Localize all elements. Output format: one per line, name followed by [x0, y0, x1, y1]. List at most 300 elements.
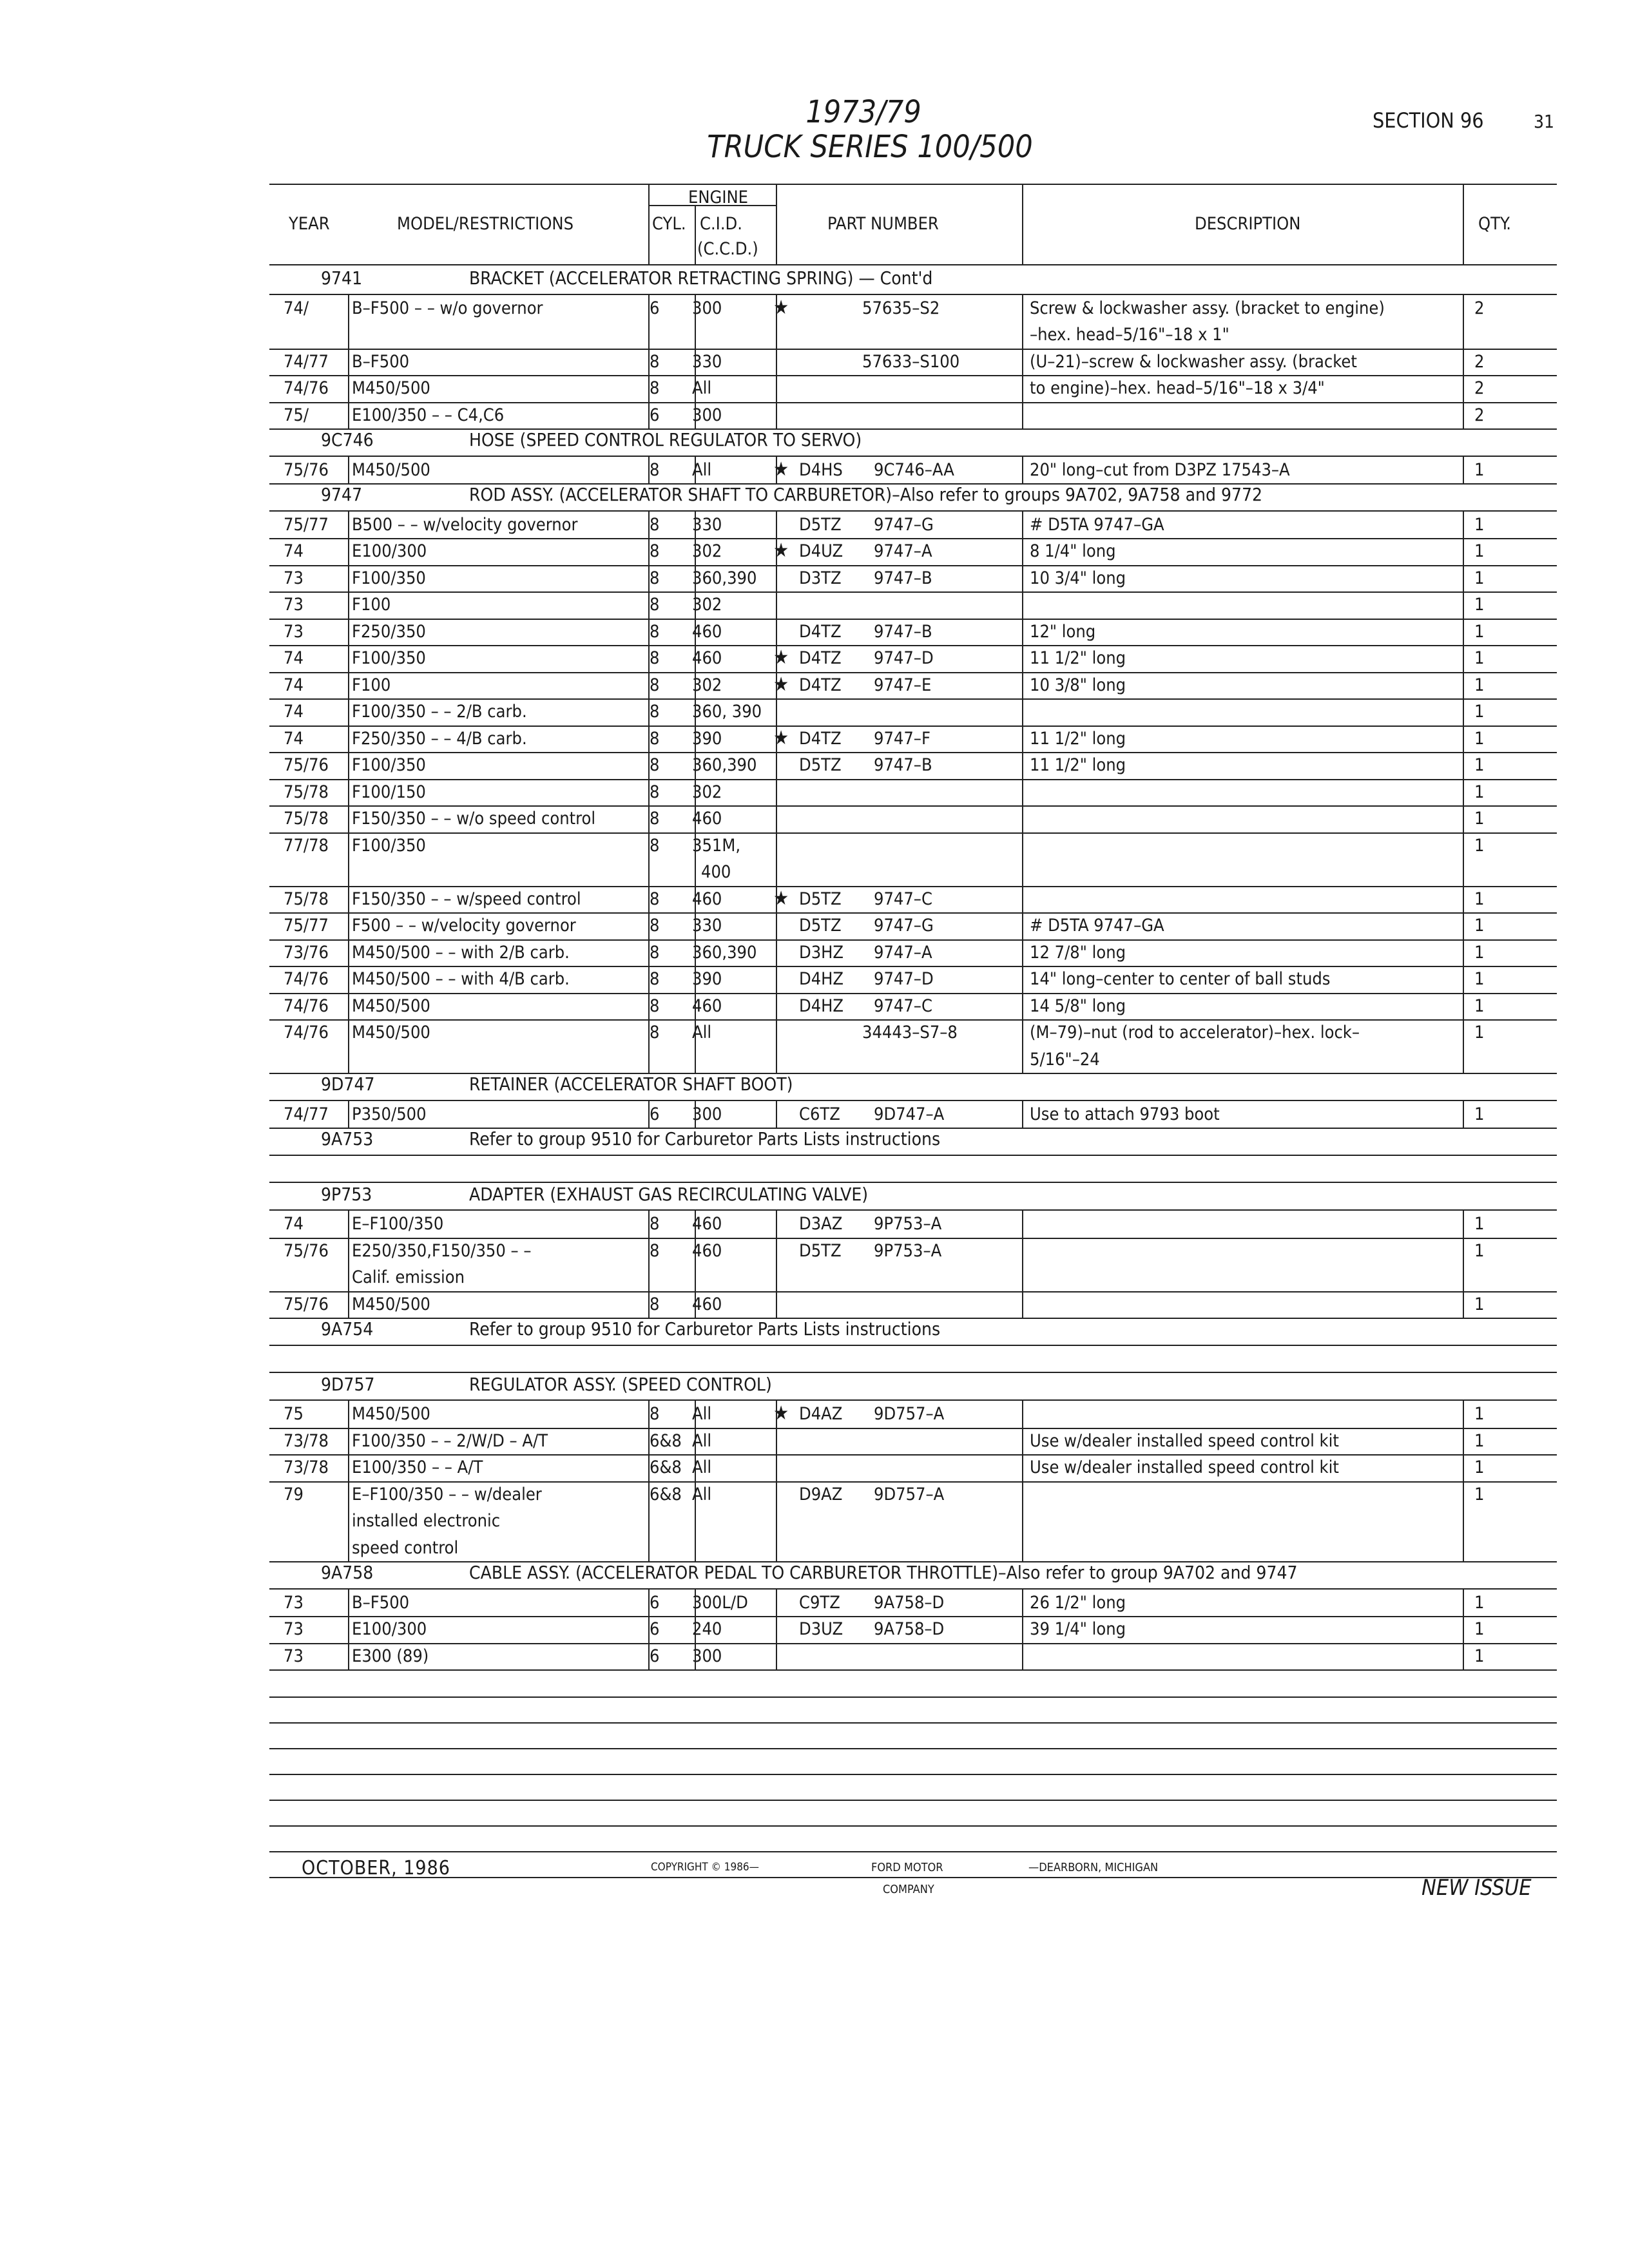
- cyl-cell: 8: [650, 675, 660, 695]
- row-rule: [269, 1238, 1557, 1239]
- year-cell: 74: [284, 728, 304, 749]
- column-rule: [695, 1100, 696, 1128]
- qty-cell: 1: [1474, 675, 1485, 695]
- group-code: 9A753: [321, 1128, 374, 1149]
- col-header-model: MODEL/RESTRICTIONS: [397, 214, 574, 234]
- cyl-cell: 8: [650, 995, 660, 1016]
- description-cell: Use w/dealer installed speed control kit: [1030, 1430, 1339, 1451]
- column-rule: [348, 456, 349, 484]
- model-cont-cell: installed electronic: [352, 1511, 501, 1531]
- cyl-cell: 6: [650, 1619, 660, 1639]
- cid-cell: 300: [692, 298, 722, 318]
- part-prefix-cell: C6TZ: [799, 1104, 840, 1124]
- qty-cell: 1: [1474, 835, 1485, 856]
- description-cell: Use to attach 9793 boot: [1030, 1104, 1220, 1124]
- model-cell: F250/350 – – 4/B carb.: [352, 728, 527, 749]
- model-cell: F100/350 – – 2/B carb.: [352, 702, 527, 722]
- row-rule: [269, 1481, 1557, 1483]
- cyl-cell: 8: [650, 942, 660, 963]
- qty-cell: 1: [1474, 809, 1485, 829]
- row-rule: [269, 779, 1557, 780]
- group-rule: [269, 294, 1557, 295]
- row-rule: [269, 1073, 1557, 1074]
- qty-cell: 1: [1474, 1619, 1485, 1639]
- model-cell: M450/500 – – with 4/B carb.: [352, 969, 570, 989]
- cyl-cell: 8: [650, 621, 660, 642]
- row-rule: [269, 832, 1557, 834]
- cid-cell: 300L/D: [692, 1592, 748, 1613]
- cid-cell: 460: [692, 889, 722, 909]
- cid-cell: 360,390: [692, 755, 757, 775]
- part-prefix-cell: D5TZ: [799, 514, 842, 535]
- group-rule: [269, 510, 1557, 512]
- part-number-cell: 9D757–A: [874, 1484, 945, 1504]
- description-cell: 14 5/8" long: [1030, 995, 1126, 1016]
- part-prefix-cell: D3TZ: [799, 568, 842, 588]
- cyl-cell: 8: [650, 889, 660, 909]
- part-prefix-cell: D4AZ: [799, 1404, 843, 1424]
- part-number-cell: 9747–E: [874, 675, 932, 695]
- qty-cell: 2: [1474, 378, 1485, 398]
- cid-cell: 351M,: [692, 835, 741, 856]
- qty-cell: 1: [1474, 782, 1485, 802]
- year-cell: 74: [284, 541, 304, 561]
- model-cell: B–F500 – – w/o governor: [352, 298, 543, 318]
- cid-cell: 360,390: [692, 568, 757, 588]
- qty-cell: 1: [1474, 1104, 1485, 1124]
- year-cell: 75/78: [284, 809, 329, 829]
- cid-cell: 360, 390: [692, 702, 762, 722]
- group-title: HOSE (SPEED CONTROL REGULATOR TO SERVO): [469, 429, 862, 450]
- qty-cell: 1: [1474, 755, 1485, 775]
- year-cell: 75/77: [284, 514, 329, 535]
- model-cell: F100/350: [352, 648, 426, 668]
- row-rule: [269, 349, 1557, 350]
- row-rule: [269, 1291, 1557, 1293]
- interchange-star-icon: ★: [773, 457, 789, 481]
- part-prefix-cell: D5TZ: [799, 889, 842, 909]
- part-number-cell: 57633–S100: [862, 351, 960, 372]
- description-cell: Use w/dealer installed speed control kit: [1030, 1457, 1339, 1477]
- description-cell: 11 1/2" long: [1030, 755, 1126, 775]
- column-rule: [776, 510, 777, 1073]
- row-rule: [269, 1643, 1557, 1644]
- cid-cell: 302: [692, 541, 722, 561]
- cyl-cell: 8: [650, 755, 660, 775]
- column-rule: [1022, 184, 1023, 264]
- cyl-cell: 8: [650, 1240, 660, 1261]
- cyl-cell: 8: [650, 541, 660, 561]
- model-cell: B500 – – w/velocity governor: [352, 514, 578, 535]
- model-cell: F500 – – w/velocity governor: [352, 916, 576, 936]
- part-prefix-cell: D4TZ: [799, 648, 842, 668]
- qty-cell: 1: [1474, 568, 1485, 588]
- year-cell: 74/76: [284, 995, 329, 1016]
- blank-rule: [269, 1696, 1557, 1698]
- qty-cell: 1: [1474, 514, 1485, 535]
- part-number-cell: 9747–D: [874, 969, 934, 989]
- cyl-cell: 8: [650, 728, 660, 749]
- group-code: 9D757: [321, 1373, 375, 1395]
- model-cell: E250/350,F150/350 – –: [352, 1240, 532, 1261]
- cid-cell: 300: [692, 405, 722, 425]
- column-rule: [776, 456, 777, 484]
- group-rule: [269, 1100, 1557, 1101]
- description-cell: # D5TA 9747–GA: [1030, 514, 1164, 535]
- cid-cell: All: [692, 459, 712, 480]
- model-cell: F150/350 – – w/speed control: [352, 889, 581, 909]
- group-title: ROD ASSY. (ACCELERATOR SHAFT TO CARBURETOR)–Also refer to groups 9A702, 9A758 and 9772: [469, 484, 1263, 505]
- part-prefix-cell: C9TZ: [799, 1592, 840, 1613]
- year-cell: 73: [284, 1619, 304, 1639]
- model-cell: F100/150: [352, 782, 426, 802]
- model-cell: M450/500: [352, 1404, 430, 1424]
- blank-rule: [269, 1748, 1557, 1749]
- row-rule: [269, 1019, 1557, 1021]
- description-cell: 11 1/2" long: [1030, 728, 1126, 749]
- row-rule: [269, 698, 1557, 700]
- year-cell: 74/77: [284, 1104, 329, 1124]
- qty-cell: 1: [1474, 1457, 1485, 1477]
- row-rule: [269, 402, 1557, 403]
- description-cell: to engine)–hex. head–5/16"–18 x 3/4": [1030, 378, 1325, 398]
- qty-cell: 1: [1474, 969, 1485, 989]
- part-number-cell: 9747–C: [874, 995, 932, 1016]
- model-cell: M450/500: [352, 378, 430, 398]
- column-rule: [1463, 1209, 1464, 1318]
- qty-cell: 1: [1474, 728, 1485, 749]
- year-cell: 75/76: [284, 1294, 329, 1314]
- row-rule: [269, 752, 1557, 753]
- cyl-cell: 8: [650, 378, 660, 398]
- row-rule: [269, 1428, 1557, 1429]
- row-rule: [269, 538, 1557, 539]
- column-rule: [1463, 510, 1464, 1073]
- column-rule: [1022, 1399, 1023, 1561]
- qty-cell: 1: [1474, 1240, 1485, 1261]
- description-cell: # D5TA 9747–GA: [1030, 916, 1164, 936]
- cyl-cell: 8: [650, 835, 660, 856]
- cid-cell: All: [692, 378, 712, 398]
- column-rule: [776, 1399, 777, 1561]
- column-rule: [1463, 1399, 1464, 1561]
- model-cont-cell: Calif. emission: [352, 1267, 465, 1287]
- year-cell: 73: [284, 621, 304, 642]
- year-cell: 75/76: [284, 1240, 329, 1261]
- cyl-cell: 6: [650, 405, 660, 425]
- blank-rule: [269, 1851, 1557, 1852]
- qty-cell: 1: [1474, 1294, 1485, 1314]
- cyl-cell: 6&8: [650, 1457, 682, 1477]
- cyl-cell: 8: [650, 1404, 660, 1424]
- qty-cell: 1: [1474, 1214, 1485, 1234]
- interchange-star-icon: ★: [773, 646, 789, 669]
- group-title: ADAPTER (EXHAUST GAS RECIRCULATING VALVE): [469, 1183, 869, 1205]
- footer-copyright: COPYRIGHT © 1986—: [651, 1861, 759, 1874]
- blank-rule: [269, 1722, 1557, 1724]
- part-number-cell: 9A758–D: [874, 1619, 945, 1639]
- cid-cell: 390: [692, 728, 722, 749]
- cyl-cell: 8: [650, 809, 660, 829]
- column-rule: [1022, 510, 1023, 1073]
- footer-company-line2: COMPANY: [883, 1883, 934, 1896]
- year-cell: 74: [284, 675, 304, 695]
- cyl-cell: 6: [650, 298, 660, 318]
- group-title: Refer to group 9510 for Carburetor Parts Lists instructions: [469, 1128, 941, 1149]
- year-cell: 79: [284, 1484, 304, 1504]
- model-cell: E300 (89): [352, 1646, 429, 1666]
- column-rule: [648, 184, 650, 264]
- row-rule: [269, 619, 1557, 620]
- cid-cell: 302: [692, 595, 722, 615]
- model-cell: M450/500 – – with 2/B carb.: [352, 942, 570, 963]
- cid-cell: 300: [692, 1646, 722, 1666]
- group-code: 9D747: [321, 1073, 375, 1095]
- column-rule: [695, 205, 696, 264]
- year-cell: 75/76: [284, 755, 329, 775]
- footer-date: OCTOBER, 1986: [302, 1857, 450, 1879]
- column-rule: [776, 1100, 777, 1128]
- blank-rule: [269, 1800, 1557, 1801]
- qty-cell: 1: [1474, 541, 1485, 561]
- model-cell: M450/500: [352, 1023, 430, 1043]
- part-prefix-cell: D3AZ: [799, 1214, 843, 1234]
- cid-cell: 390: [692, 969, 722, 989]
- row-rule: [269, 1669, 1557, 1671]
- row-rule: [269, 1616, 1557, 1617]
- cyl-cell: 8: [650, 459, 660, 480]
- row-rule: [269, 565, 1557, 566]
- column-rule: [776, 184, 777, 264]
- column-rule: [695, 1209, 696, 1318]
- cid-cell: 460: [692, 1240, 722, 1261]
- part-number-cell: 9P753–A: [874, 1240, 942, 1261]
- col-header-part: PART NUMBER: [827, 214, 939, 234]
- cid-cell: 360,390: [692, 942, 757, 963]
- qty-cell: 2: [1474, 405, 1485, 425]
- column-rule: [348, 1399, 349, 1561]
- qty-cell: 1: [1474, 459, 1485, 480]
- group-code: 9A754: [321, 1318, 374, 1340]
- cid-cell: 330: [692, 916, 722, 936]
- group-code: 9C746: [321, 429, 374, 450]
- group-end-rule: [269, 1345, 1557, 1346]
- part-number-cell: 9747–C: [874, 889, 932, 909]
- part-number-cell: 9747–D: [874, 648, 934, 668]
- cyl-cell: 8: [650, 514, 660, 535]
- cid-cell: 330: [692, 351, 722, 372]
- cid-cell: 460: [692, 621, 722, 642]
- cyl-cell: 6: [650, 1646, 660, 1666]
- column-rule: [1463, 456, 1464, 484]
- page-number: 31: [1534, 111, 1555, 132]
- cid-cont-cell: 400: [701, 862, 731, 882]
- qty-cell: 2: [1474, 351, 1485, 372]
- qty-cell: 2: [1474, 298, 1485, 318]
- column-rule: [648, 1100, 650, 1128]
- qty-cell: 1: [1474, 702, 1485, 722]
- page-title-series: TRUCK SERIES 100/500: [707, 129, 1033, 165]
- year-cell: 73: [284, 568, 304, 588]
- part-prefix-cell: D4UZ: [799, 541, 843, 561]
- qty-cell: 1: [1474, 1646, 1485, 1666]
- qty-cell: 1: [1474, 1484, 1485, 1504]
- model-cell: F100/350: [352, 568, 426, 588]
- row-rule: [269, 428, 1557, 430]
- year-cell: 73: [284, 1646, 304, 1666]
- group-start-rule: [269, 1182, 1557, 1183]
- model-cell: B–F500: [352, 351, 410, 372]
- model-cell: F100/350 – – 2/W/D – A/T: [352, 1430, 548, 1451]
- part-prefix-cell: D5TZ: [799, 1240, 842, 1261]
- interchange-star-icon: ★: [773, 296, 789, 319]
- qty-cell: 1: [1474, 916, 1485, 936]
- model-cell: M450/500: [352, 459, 430, 480]
- row-rule: [269, 939, 1557, 941]
- group-title: REGULATOR ASSY. (SPEED CONTROL): [469, 1373, 772, 1395]
- model-cell: E100/300: [352, 1619, 427, 1639]
- cid-cell: All: [692, 1404, 712, 1424]
- cyl-cell: 6: [650, 1592, 660, 1613]
- cyl-cell: 8: [650, 351, 660, 372]
- part-prefix-cell: D4HZ: [799, 969, 844, 989]
- year-cell: 74/76: [284, 1023, 329, 1043]
- model-cell: M450/500: [352, 995, 430, 1016]
- description-cell: 12 7/8" long: [1030, 942, 1126, 963]
- column-rule: [695, 1588, 696, 1670]
- cyl-cell: 8: [650, 568, 660, 588]
- description-cell: (U–21)–screw & lockwasher assy. (bracket: [1030, 351, 1357, 372]
- description-cell: 10 3/4" long: [1030, 568, 1126, 588]
- description-cell: 8 1/4" long: [1030, 541, 1116, 561]
- model-cell: M450/500: [352, 1294, 430, 1314]
- part-prefix-cell: D4HS: [799, 459, 843, 480]
- cid-cell: 302: [692, 782, 722, 802]
- row-rule: [269, 966, 1557, 967]
- part-prefix-cell: D3UZ: [799, 1619, 843, 1639]
- column-rule: [348, 1209, 349, 1318]
- col-header-cyl: CYL.: [652, 214, 686, 234]
- interchange-star-icon: ★: [773, 726, 789, 749]
- col-header-qty: QTY.: [1478, 214, 1512, 234]
- cid-cell: 330: [692, 514, 722, 535]
- part-prefix-cell: D5TZ: [799, 755, 842, 775]
- part-number-cell: 57635–S2: [862, 298, 940, 318]
- column-rule: [695, 456, 696, 484]
- column-rule: [1022, 294, 1023, 429]
- row-rule: [269, 805, 1557, 807]
- qty-cell: 1: [1474, 1404, 1485, 1424]
- col-header-engine: ENGINE: [688, 187, 749, 207]
- part-prefix-cell: D5TZ: [799, 916, 842, 936]
- cyl-cell: 8: [650, 1214, 660, 1234]
- qty-cell: 1: [1474, 1430, 1485, 1451]
- page-title-years: 1973/79: [805, 94, 921, 130]
- row-rule: [269, 1454, 1557, 1456]
- column-rule: [348, 294, 349, 429]
- description-cell: 26 1/2" long: [1030, 1592, 1126, 1613]
- model-cell: E–F100/350: [352, 1214, 444, 1234]
- group-rule: [269, 1209, 1557, 1211]
- model-cell: F250/350: [352, 621, 426, 642]
- model-cell: E–F100/350 – – w/dealer: [352, 1484, 542, 1504]
- cyl-cell: 8: [650, 702, 660, 722]
- column-rule: [1463, 1100, 1464, 1128]
- column-rule: [1022, 1588, 1023, 1670]
- column-rule: [776, 294, 777, 429]
- year-cell: 73/78: [284, 1430, 329, 1451]
- part-number-cell: 9747–B: [874, 568, 932, 588]
- qty-cell: 1: [1474, 995, 1485, 1016]
- year-cell: 75/77: [284, 916, 329, 936]
- qty-cell: 1: [1474, 942, 1485, 963]
- group-title: RETAINER (ACCELERATOR SHAFT BOOT): [469, 1073, 793, 1095]
- column-rule: [1022, 456, 1023, 484]
- engine-subrule: [648, 205, 776, 206]
- description-cell: 10 3/8" long: [1030, 675, 1126, 695]
- column-rule: [648, 510, 650, 1073]
- col-header-year: YEAR: [289, 214, 330, 234]
- column-rule: [1463, 1588, 1464, 1670]
- part-prefix-cell: D4TZ: [799, 728, 842, 749]
- row-rule: [269, 645, 1557, 646]
- cid-cell: 460: [692, 995, 722, 1016]
- year-cell: 73: [284, 1592, 304, 1613]
- qty-cell: 1: [1474, 648, 1485, 668]
- row-rule: [269, 886, 1557, 887]
- model-cell: F100/350: [352, 835, 426, 856]
- cid-cell: All: [692, 1430, 712, 1451]
- blank-rule: [269, 1877, 1557, 1878]
- row-rule: [269, 726, 1557, 727]
- cid-cell: 460: [692, 648, 722, 668]
- model-cont-cell: speed control: [352, 1537, 459, 1558]
- row-rule: [269, 912, 1557, 914]
- year-cell: 75: [284, 1404, 304, 1424]
- section-label: SECTION 96: [1373, 108, 1484, 133]
- part-number-cell: 9747–G: [874, 514, 934, 535]
- description-cell: 39 1/4" long: [1030, 1619, 1126, 1639]
- part-number-cell: 9A758–D: [874, 1592, 945, 1613]
- column-rule: [1022, 1100, 1023, 1128]
- qty-cell: 1: [1474, 621, 1485, 642]
- description-cell: (M–79)–nut (rod to accelerator)–hex. lock–: [1030, 1023, 1360, 1043]
- group-end-rule: [269, 1155, 1557, 1156]
- group-code: 9P753: [321, 1183, 372, 1205]
- year-cell: 73: [284, 595, 304, 615]
- year-cell: 74: [284, 702, 304, 722]
- model-cell: E100/350 – – C4,C6: [352, 405, 505, 425]
- group-rule: [269, 1588, 1557, 1590]
- cid-cell: All: [692, 1457, 712, 1477]
- column-rule: [1463, 184, 1464, 264]
- row-rule: [269, 672, 1557, 673]
- cyl-cell: 8: [650, 648, 660, 668]
- year-cell: 74/76: [284, 969, 329, 989]
- model-cell: B–F500: [352, 1592, 410, 1613]
- column-rule: [348, 1588, 349, 1670]
- cyl-cell: 6: [650, 1104, 660, 1124]
- model-cell: F100: [352, 675, 391, 695]
- group-rule: [269, 1399, 1557, 1401]
- description-cell: 12" long: [1030, 621, 1096, 642]
- part-number-cell: 9C746–AA: [874, 459, 954, 480]
- description-cell: 20" long–cut from D3PZ 17543–A: [1030, 459, 1290, 480]
- blank-rule: [269, 1774, 1557, 1775]
- part-number-cell: 9747–B: [874, 621, 932, 642]
- interchange-star-icon: ★: [773, 673, 789, 696]
- year-cell: 73/78: [284, 1457, 329, 1477]
